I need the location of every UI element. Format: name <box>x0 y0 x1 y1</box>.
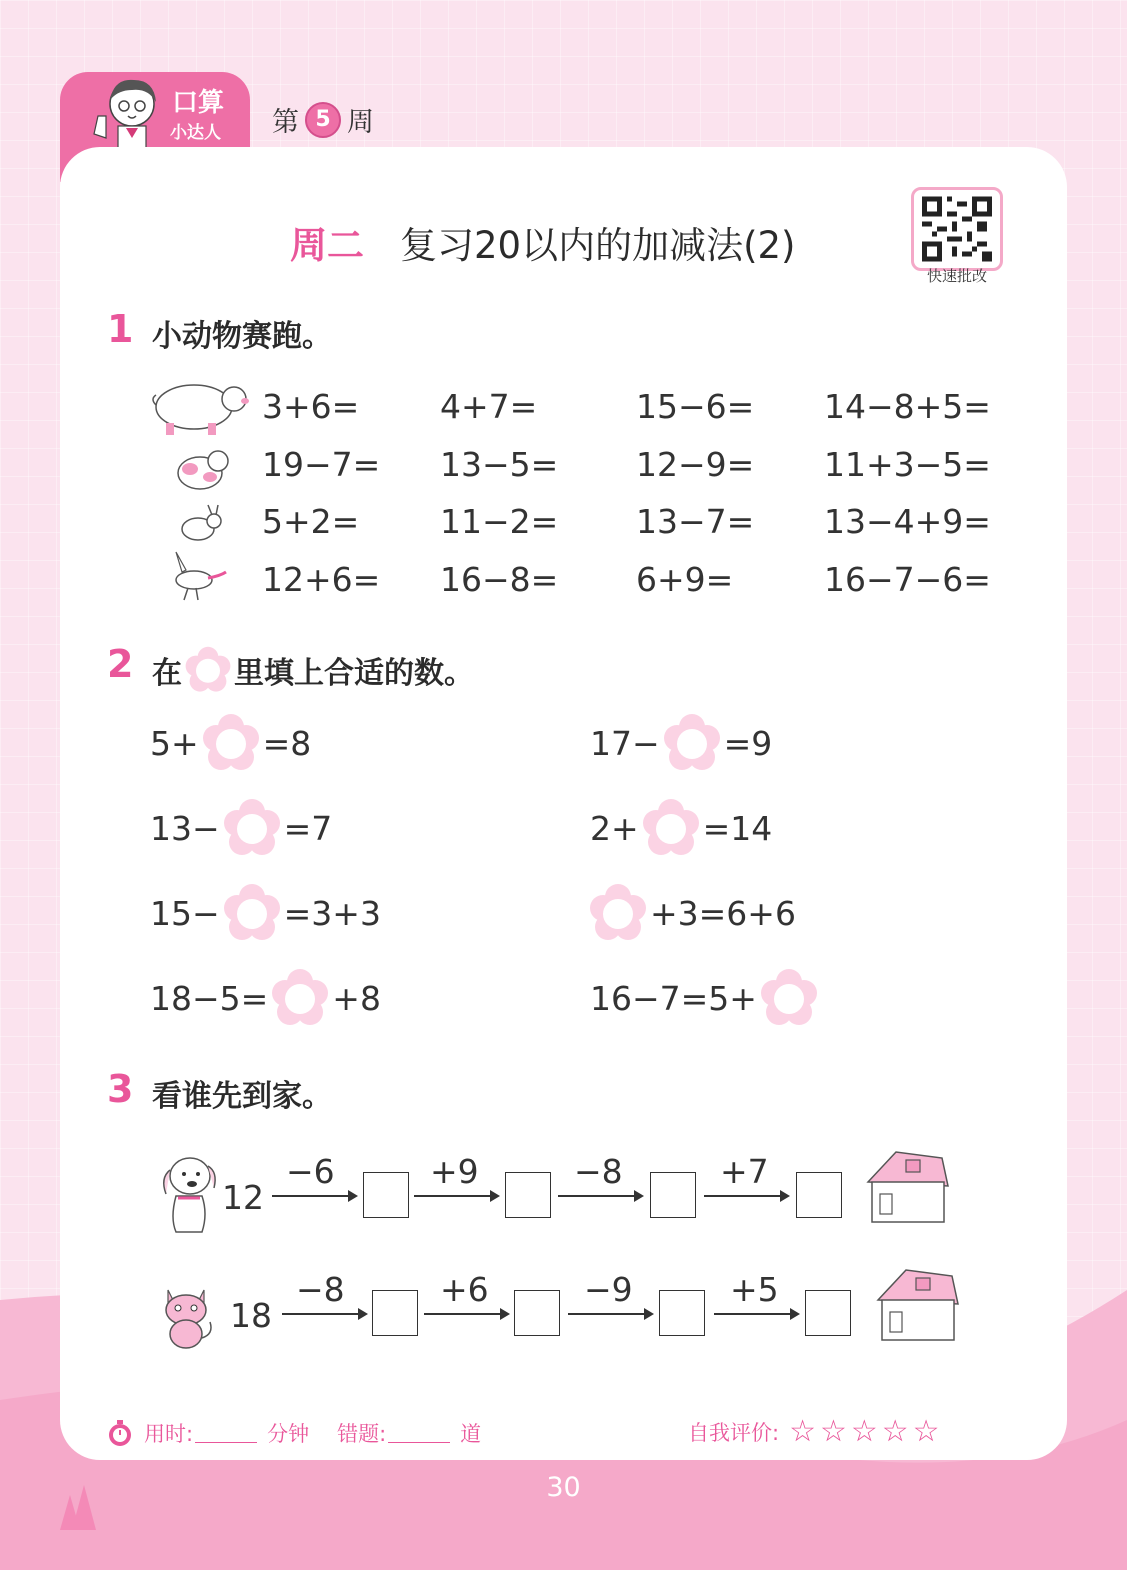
arrow-icon <box>272 1195 356 1197</box>
chain-op: +7 <box>720 1152 769 1191</box>
section1-number: 1 <box>107 307 134 351</box>
section2-heading <box>152 646 474 694</box>
section2-heading-before: 在 <box>152 656 182 691</box>
flower-answer-slot[interactable] <box>270 968 330 1028</box>
flower-answer-slot[interactable] <box>662 713 722 773</box>
arrow-icon <box>414 1195 498 1197</box>
house-icon <box>862 1146 950 1226</box>
rating-stars[interactable]: ☆☆☆☆☆ <box>789 1414 944 1449</box>
house-icon <box>872 1264 960 1344</box>
tab-subtitle: 小达人 <box>170 123 221 143</box>
fill-in-item <box>150 883 381 943</box>
answer-box[interactable] <box>659 1290 705 1336</box>
flower-answer-slot[interactable] <box>641 798 701 858</box>
pig-icon <box>148 375 250 439</box>
week-prefix: 第 <box>272 107 299 138</box>
fill-in-item <box>590 713 772 773</box>
equation: 16−7−6= <box>824 560 991 599</box>
equation: 6+9= <box>636 560 734 599</box>
item-before: 18−5= <box>150 978 269 1018</box>
chain-op: −8 <box>574 1152 623 1191</box>
cat-icon <box>154 1284 218 1350</box>
item-before: 2+ <box>590 808 639 848</box>
fill-in-item <box>150 968 381 1028</box>
answer-box[interactable] <box>514 1290 560 1336</box>
answer-box[interactable] <box>372 1290 418 1336</box>
title-day: 周二 <box>290 224 364 267</box>
item-after: =3+3 <box>283 893 381 933</box>
flower-answer-slot[interactable] <box>588 883 648 943</box>
equation: 19−7= <box>262 445 381 484</box>
time-label: 用时: <box>144 1422 194 1446</box>
item-after: =9 <box>723 723 773 763</box>
item-after: =14 <box>702 808 773 848</box>
item-before: 16−7=5+ <box>590 978 757 1018</box>
section2-number: 2 <box>107 642 134 686</box>
arrow-icon <box>282 1313 366 1315</box>
footer-rating <box>688 1414 944 1449</box>
chain-start: 12 <box>222 1178 264 1217</box>
page-title <box>290 215 796 269</box>
number-chain <box>150 1140 970 1250</box>
tab-title: 口算 <box>172 88 225 118</box>
answer-box[interactable] <box>650 1172 696 1218</box>
flower-icon <box>184 646 232 694</box>
equation: 11+3−5= <box>824 445 991 484</box>
dog-icon <box>156 1148 220 1236</box>
item-after: =8 <box>262 723 312 763</box>
week-suffix: 周 <box>347 107 374 138</box>
chain-op: −6 <box>286 1152 335 1191</box>
rating-label: 自我评价: <box>688 1420 780 1445</box>
arrow-icon <box>424 1313 508 1315</box>
rabbit-icon <box>174 503 226 543</box>
flower-answer-slot[interactable] <box>222 798 282 858</box>
equation: 15−6= <box>636 387 755 426</box>
chain-op: −8 <box>296 1270 345 1309</box>
qr-label: 快速批改 <box>926 267 987 285</box>
answer-box[interactable] <box>796 1172 842 1218</box>
equation: 12+6= <box>262 560 381 599</box>
week-number-badge: 5 <box>305 102 341 138</box>
chain-start: 18 <box>230 1296 272 1335</box>
flower-answer-slot[interactable] <box>222 883 282 943</box>
equation: 4+7= <box>440 387 538 426</box>
fill-in-item <box>590 798 772 858</box>
flower-answer-slot[interactable] <box>759 968 819 1028</box>
errors-label: 错题: <box>337 1422 387 1446</box>
arrow-icon <box>714 1313 798 1315</box>
equation: 13−4+9= <box>824 502 991 541</box>
goose-icon <box>168 548 230 602</box>
footer-time-errors <box>106 1418 481 1448</box>
section1-heading: 小动物赛跑。 <box>152 319 332 354</box>
time-unit: 分钟 <box>267 1422 310 1446</box>
answer-box[interactable] <box>363 1172 409 1218</box>
errors-blank[interactable] <box>388 1424 450 1443</box>
arrow-icon <box>558 1195 642 1197</box>
arrow-icon <box>568 1313 652 1315</box>
page-number: 30 <box>546 1472 581 1503</box>
chain-op: −9 <box>584 1270 633 1309</box>
number-chain <box>150 1258 970 1368</box>
chain-op: +5 <box>730 1270 779 1309</box>
equation: 12−9= <box>636 445 755 484</box>
equation: 13−5= <box>440 445 559 484</box>
equation: 16−8= <box>440 560 559 599</box>
fill-in-item <box>150 713 311 773</box>
equation: 11−2= <box>440 502 559 541</box>
stopwatch-icon <box>106 1419 134 1447</box>
fill-in-item <box>586 883 796 943</box>
puppy-icon <box>170 443 232 495</box>
chain-op: +9 <box>430 1152 479 1191</box>
answer-box[interactable] <box>505 1172 551 1218</box>
equation: 14−8+5= <box>824 387 991 426</box>
section2-heading-after: 里填上合适的数。 <box>234 656 474 691</box>
section3-heading: 看谁先到家。 <box>152 1079 332 1114</box>
qr-code-icon <box>922 196 992 262</box>
equation: 13−7= <box>636 502 755 541</box>
title-topic: 复习20以内的加减法(2) <box>400 224 796 267</box>
item-after: +8 <box>332 978 381 1018</box>
week-label <box>272 100 374 139</box>
qr-code[interactable] <box>911 187 1003 271</box>
fill-in-item <box>150 798 332 858</box>
item-before: 13− <box>150 808 220 848</box>
equation: 5+2= <box>262 502 360 541</box>
answer-box[interactable] <box>805 1290 851 1336</box>
item-before: 17− <box>590 723 660 763</box>
item-before: 5+ <box>150 723 199 763</box>
mascot-boy-icon <box>84 74 168 150</box>
item-after: =7 <box>283 808 333 848</box>
flower-answer-slot[interactable] <box>201 713 261 773</box>
errors-unit: 道 <box>460 1422 482 1446</box>
arrow-icon <box>704 1195 788 1197</box>
equation: 3+6= <box>262 387 360 426</box>
chain-op: +6 <box>440 1270 489 1309</box>
item-after: +3=6+6 <box>650 893 796 933</box>
item-before: 15− <box>150 893 220 933</box>
fill-in-item <box>590 968 821 1028</box>
time-blank[interactable] <box>195 1424 257 1443</box>
section3-number: 3 <box>107 1067 134 1111</box>
